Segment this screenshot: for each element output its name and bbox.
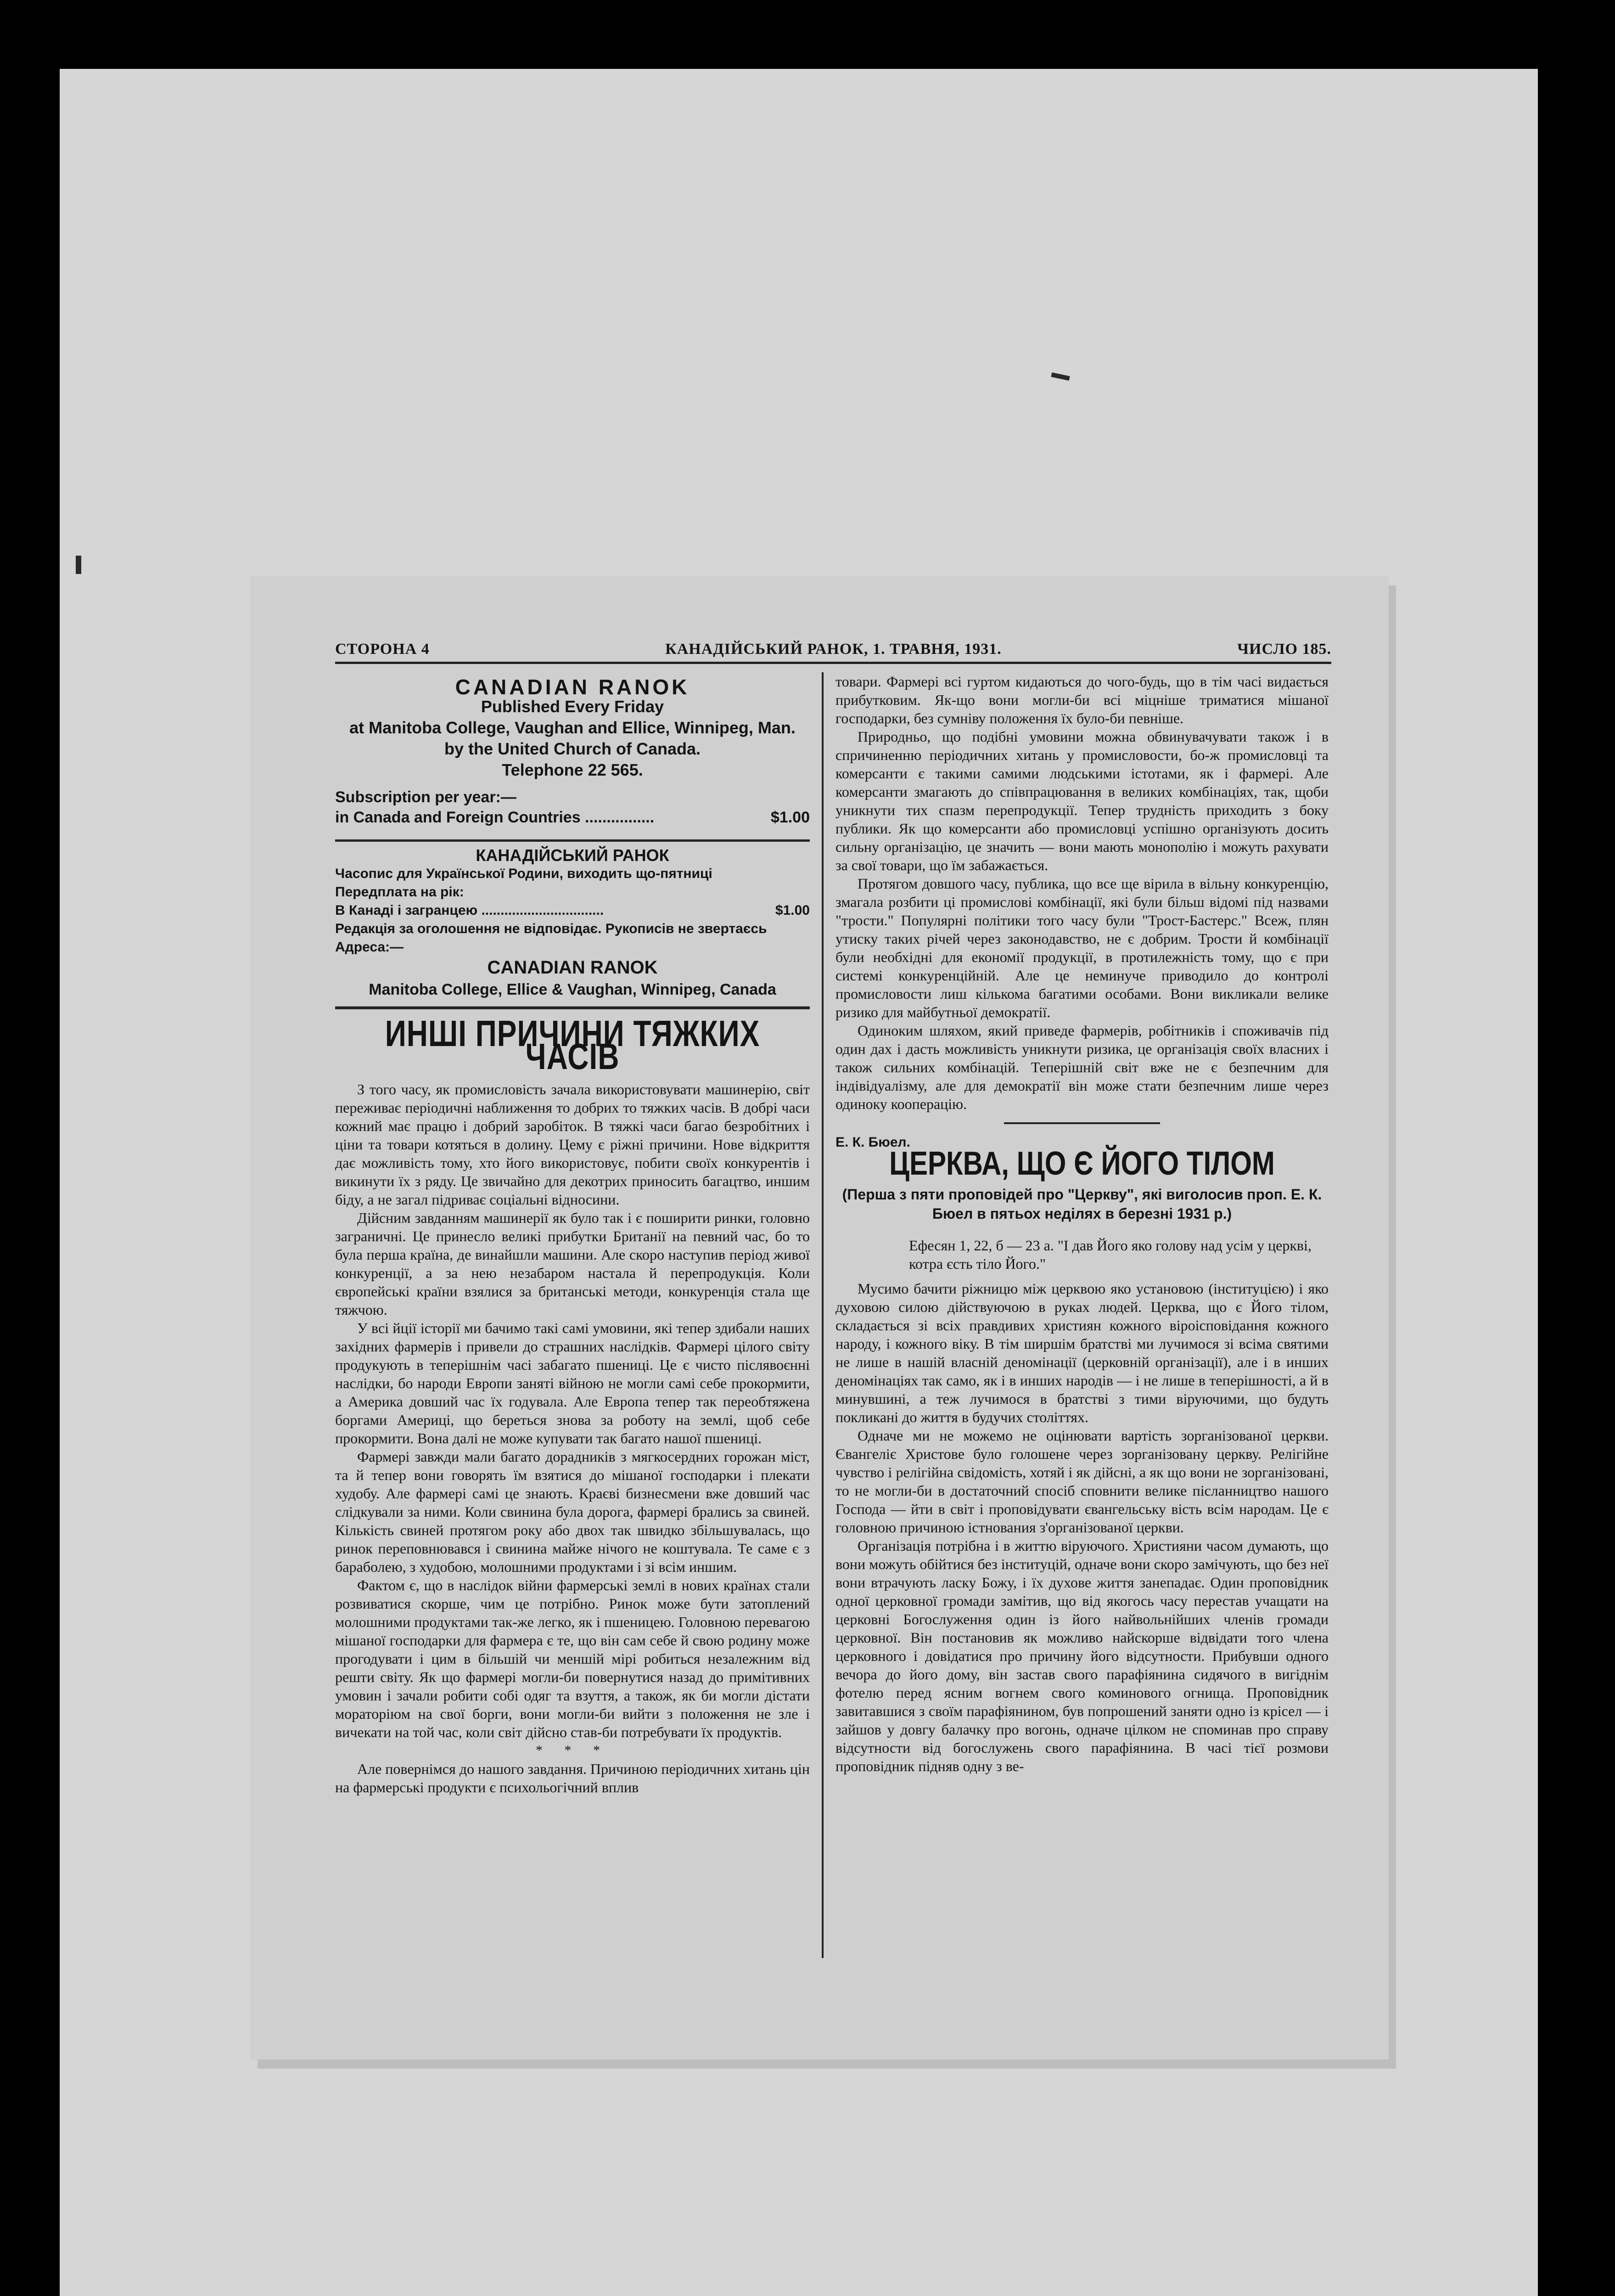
film-scratch-mark (76, 556, 81, 574)
paragraph: Дійсним завданням машинерії як було так і є поширити ринки, головно заграничні. Це принесло великі прибутки Британії на певний час, бо то була перша країна, де винайшли машини. Але скоро наступив період живої конкуренції, а за нею незабаром настала й перепродукція. Коли європейські країни взялися за британські методи, конкуренція стала ще тяжчою. (335, 1210, 810, 1318)
ukr-price: $1.00 (775, 903, 810, 918)
paragraph: Природньо, що подібні умовини можна обвинувачувати також і в спричиненню періодичних хитань у промисловости, бо-ж промисловці та комерсанти є такими самими людськими істотами, як і фармері. Але комерсанти змагають до співпрацювання в великих комбінаціях, так, щоби уникнути тих спазм перепродукції. Тепер трудність приходить з боку публики. Як що комерсанти або промисловці успішно організують досить сильну організацію, це значить — вони мають монополію і можуть рахувати за свої товари, що їм забажається. (836, 728, 1329, 873)
subscription-row (335, 807, 810, 827)
paragraph: Протягом довшого часу, публика, що все ще вірила в вільну конкуренцію, змагала розбити ці промислові комбінації, які були більш відомі під назвами "трости." Популярні політики того часу були "Трост-Бастерс." Всеж, плян утиску таких річей через законодавство, не є добрим. Трости й комбінації були необхідні для економії продукції, в протилежність тому, що є при системі конкуренційній. Але це неминуче приводило до контролі промисловости лиш кількома багатими особами. Вони викликали велике ризико для майбутньої демократії. (836, 875, 1329, 1020)
paragraph: З того часу, як промисловість зачала використовувати машинерію, світ переживає періодичні наближення то добрих то тяжких часів. В добрі часи кожний має працю і добрий заробіток. В тяжкі часи багао безробітних і ціни та товари котяться в долину. Цему є ріжні причини. Нове відкриття дає можливість тому, хто його використовує, побити своїх конкурентів і викинути їх з ряду. Це звичайно для декотрих приносить багацтво, иншим біду, а не загал підриває соціальні відносини. (335, 1081, 810, 1208)
section-stars: * * * (536, 1743, 609, 1758)
ukrainian-masthead (335, 839, 810, 1001)
page-number: СТОРОНА 4 (335, 641, 430, 658)
paragraph: Одиноким шляхом, який приведе фармерів, робітників і споживачів під один дах і дасть можливість уникнути ризика, це організація своїх власних і також сильних комбінацій. Теперішній світ вже не є безпечним для індівідуалізму, але для демократії він може стати безпечним лише через одиноку кооперацію. (836, 1022, 1329, 1112)
paragraph: Але повернімся до нашого завдання. Причиною періодичних хитань цін на фармерські продукти є психольогічний вплив (335, 1761, 810, 1795)
subscription-label: Subscription per year:— (335, 788, 516, 806)
issue-date: КАНАДІЙСЬКИЙ РАНОК, 1. ТРАВНЯ, 1931. (665, 641, 1002, 658)
masthead-line: at Manitoba College, Vaughan and Ellice, Winnipeg, Man. (349, 718, 796, 737)
ukr-line: Редакція за оголошення не відповідає. Рукописів не звертаєсь (335, 921, 767, 936)
masthead-title: CANADIAN RANOK (455, 675, 690, 699)
article-headline: ИНШІ ПРИЧИНИ ТЯЖКИХ ЧАСІВ (335, 1007, 810, 1068)
page-header (335, 641, 1331, 664)
ukr-address: Manitoba College, Ellice & Vaughan, Winnipeg, Canada (369, 981, 776, 998)
ukr-line: Передплата на рік: (335, 884, 464, 900)
ukr-price-row (335, 901, 810, 920)
masthead (335, 675, 810, 827)
issue-number: ЧИСЛО 185. (1237, 641, 1331, 658)
epigraph: Ефесян 1, 22, б — 23 а. "І дав Його яко голову над усім у церкві, котра єсть тіло Його." (909, 1237, 1312, 1272)
paragraph: Мусимо бачити ріжницю між церквою яко установою (інституцією) і яко духовою силою дійствуючою в руках людей. Церква, що є Його тілом, складається зі всіх правдивих християн кожного віроісповідання кожного народу, і кожного віку. В тім ширшім братстві ми лучимося зі всіма святими не лише в нашій власній деномінації (церковній організації), але і в инших деномінаціях так само, як і в инших народів — і не лише в теперішності, а й в минувшині, а теж лучимося в братстві з тими віруючими, що будуть покликані до життя в будучих століттях. (836, 1280, 1329, 1425)
masthead-phone: Telephone 22 565. (502, 760, 643, 779)
columns (335, 672, 1331, 1958)
ukr-line: Адреса:— (335, 940, 404, 955)
paragraph: Організація потрібна і в життю віруючого. Християни часом думають, що вони можуть обійтися без інституцій, одначе вони скоро замічують, що без неї вони втрачують ласку Божу, і їх духове життя занепадає. Один проповідник одної церковної громади замітив, що від якогось часу перестав учащати на церковні Богослуження один із його найвольнійших членів громади церковної. Він постановив як можливо найскорше відвідати того члена церковного і довідатися про причину його відсутности. Прибувши одного вечора до його дому, він застав свого парафіянина сидячого в вигіднім фотелю перед ясним вогнем свого коминового огнища. Проповідник завитавшися з своїм парафіянином, був попрошений заняти одно із крісел — і зайшов у довгу балачку про вогонь, одначе цілком не споминав про справу відсутности від богослужень свого парафіянина. В часі тієї розмови проповідник підняв одну з ве- (836, 1537, 1329, 1774)
subscription-where: in Canada and Foreign Countries ................ (335, 809, 655, 826)
ukr-line: Часопис для Української Родини, виходить що-пятниці (335, 866, 712, 881)
paragraph: товари. Фармері всі гуртом кидаються до чого-будь, що в тім часі видається прибутковим. Як-що вони могли-би всі міцніше триматися мішаної господарки, без сумніву положення їх було-би певніше. (836, 673, 1329, 726)
separator (1004, 1122, 1160, 1124)
paragraph: Фармері завжди мали багато дорадників з мягкосердних горожан міст, та й тепер вони говорять їм взятися до мішаної господарки і плекати худобу. Але фармері самі це знають. Краєві бизнесмени вже довший час слідкували за ними. Коли свинина була дорога, фармері брались за свиней. Кількість свиней протягом року або двох так швидко збільшувалась, що ринок переповнювався і свинина майже нічого не коштувала. Те саме є з бараболею, з худобою, молошними продуктами і зі всім иншим. (335, 1448, 810, 1575)
paragraph: Фактом є, що в наслідок війни фармерські землі в нових країнах стали розвиватися скорше, чим це потрібно. Ринок може бути затоплений молошними продуктами так-же легко, як і пшеницею. Головною перевагою мішаної господарки для фармера є те, що він сам себе й свою родину може прогодувати і цим в більшій чи меншій мірі робиться незалежним від решти світу. Як що фармері могли-би повернутися назад до примітивних умовин і зачали робити собі одяг та взуття, а також, як би могли дістати мораторіюм на свої борги, вони могли-би вийти з положення не зле і вичекати на той час, коли світ дійсно став-би потребувати їх продуктів. (335, 1577, 810, 1740)
article-headline: ЦЕРКВА, ЩО Є ЙОГО ТІЛОМ (889, 1145, 1275, 1182)
ukr-address: CANADIAN RANOK (487, 957, 658, 978)
paragraph: У всі йції історії ми бачимо такі самі умовини, які тепер здибали наших західних фармерів і привели до страшних наслідків. Фармері цілого світу продукують в теперішнім часі забагато пшениці. Це є чисто післявоєнні наслідки, бо народи Европи заняті війною не могли самі себе прокормити, а Америка довший час їх годувала. Але Европа тепер так переобтяжена боргами Америці, що береться знова за роботу на землі, щоб себе прокормити. Вона далі не може купувати так багато нашої пшениці. (335, 1320, 810, 1446)
paragraph: Одначе ми не можемо не оцінювати вартість зорганізованої церкви. Євангеліє Христове було голошене через зорганізовану церкву. Релігійне чувство і релігійна свідомість, хотяй і як дійсні, а як що вони не зорганізовані, то не могли-би в достаточний спосіб сповнити велике післанництво нашого Господа — йти в світ і проповідувати євангельську вість всім народам. Це є головною причиною істнования з'організованої церкви. (836, 1427, 1329, 1536)
masthead-line: Published Every Friday (481, 697, 664, 716)
article-body (335, 1080, 810, 1796)
ukr-line: В Канаді і загранцею ................................ (335, 903, 604, 918)
masthead-line: by the United Church of Canada. (444, 739, 701, 758)
ukr-title: КАНАДІЙСЬКИЙ РАНОК (476, 846, 669, 865)
subscription-price: $1.00 (770, 809, 810, 826)
article-author: Е. К. Бюел. (836, 1135, 910, 1150)
newspaper-page (250, 576, 1389, 2060)
left-column (335, 672, 822, 1958)
right-column (824, 672, 1329, 1958)
article-subtitle: (Перша з пяти проповідей про "Церкву", які виголосив проп. Е. К. Бюел в пятьох неділях в березні 1931 р.) (842, 1186, 1322, 1222)
